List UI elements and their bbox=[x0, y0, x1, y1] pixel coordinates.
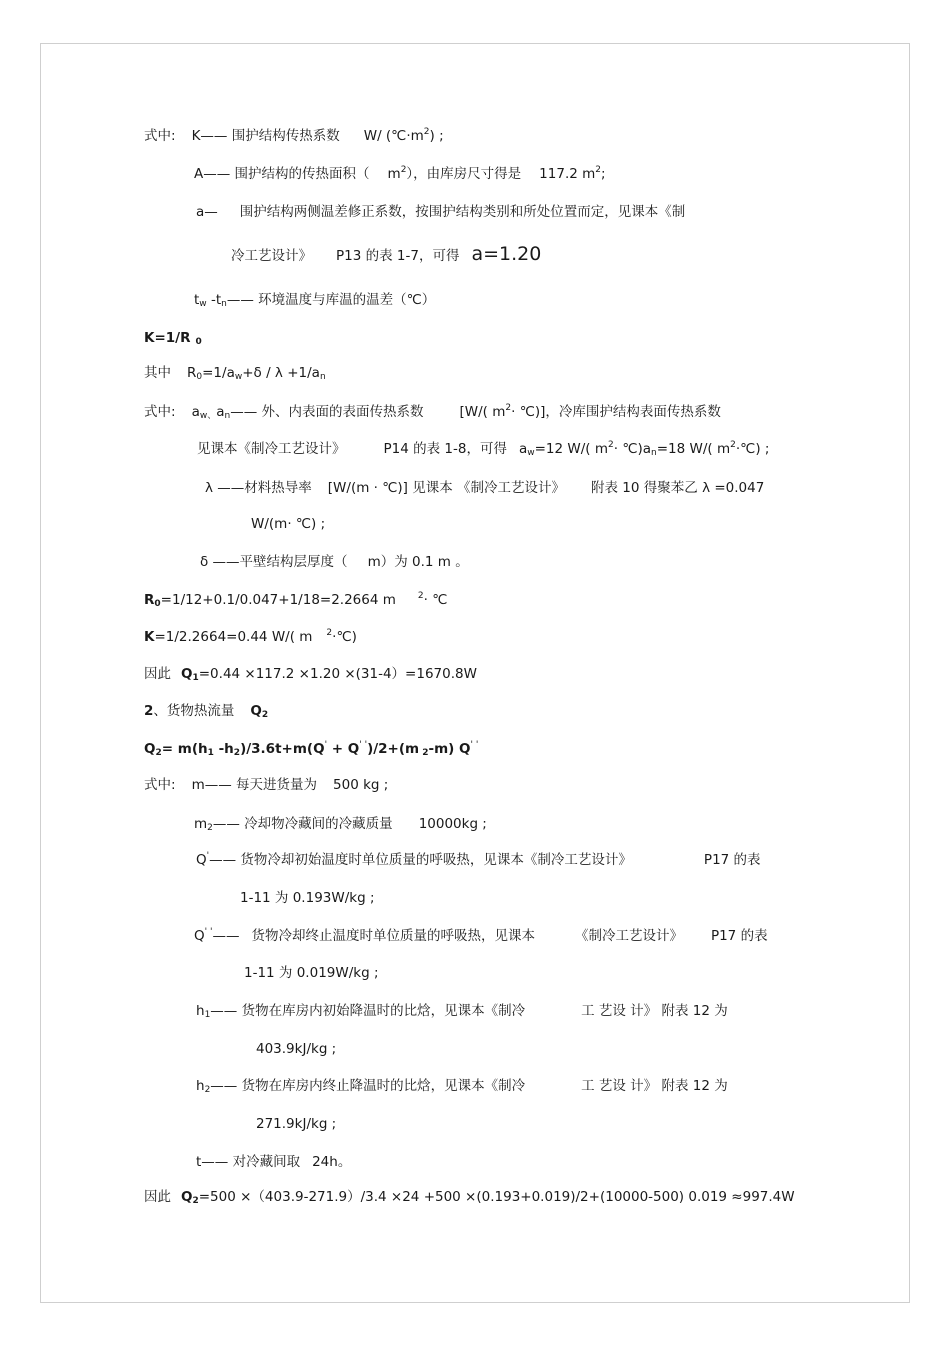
line-surface-values: 见课本《制冷工艺设计》 P14 的表 1-8，可得 $a_w=12$ W/( $m^2\cdot$ $℃)a_n=18$ W/( $m^2\cdot℃$) ; bbox=[197, 440, 770, 458]
line-h1-definition: $h_1——$ 货物在库房内初始降温时的比焓，见课本《制冷 工 艺设 计》 附表 12 为 bbox=[196, 1003, 728, 1020]
line-h1-value: 403.9kJ/kg ; bbox=[256, 1041, 337, 1057]
line-q-double-prime-value: 1-11 为 0.019W/kg ; bbox=[244, 965, 379, 981]
line-r0-formula: 其中 $R_0=1/a_w+\delta / \lambda +1/a_n$ bbox=[144, 365, 326, 382]
line-q-double-prime-definition: Q' '—— 货物冷却终止温度时单位质量的呼吸热，见课本 《制冷工艺设计》 P17 的表 bbox=[194, 927, 768, 944]
line-q-prime-value: 1-11 为 0.193W/kg ; bbox=[240, 890, 375, 906]
line-r0-result: $R_0=1/12+0.1/0.047+1/18=2.2664$ m $^2$· ℃ bbox=[144, 591, 448, 609]
line-k-result: K=1/2.2664=0.44 W/( m $^2$·℃) bbox=[144, 628, 357, 645]
line-lambda-unit: W/(m· ℃) ; bbox=[251, 516, 326, 532]
line-a-value: 冷工艺设计》 P13 的表 1-7，可得 a=1.20 bbox=[231, 243, 542, 265]
line-h2-value: 271.9kJ/kg ; bbox=[256, 1116, 337, 1132]
line-k-definition: 式中: K—— 围护结构传热系数 W/ $(℃\cdot m^2)$ ; bbox=[144, 127, 444, 144]
label-shizhong: 式中: bbox=[144, 128, 176, 144]
line-q-prime-definition: Q'—— 货物冷却初始温度时单位质量的呼吸热，见课本《制冷工艺设计》 P17 的表 bbox=[196, 851, 761, 868]
line-m2-definition: $m_2——$ 冷却物冷藏间的冷藏质量 10000kg ; bbox=[194, 816, 487, 833]
line-q1-result: 因此 $Q_1=0.44 \times 117.2 \times 1.20 \times(31-4)=1670.8W$ bbox=[144, 666, 477, 683]
line-a-area: A—— 围护结构的传热面积（ $m^2$），由库房尺寸得是 117.2 $m^2$; bbox=[194, 165, 606, 182]
line-t-definition: t—— 对冷藏间取 24h。 bbox=[196, 1154, 352, 1170]
line-a-correction: a— 围护结构两侧温差修正系数，按围护结构类别和所处位置而定，见课本《制 bbox=[196, 204, 686, 220]
section-heading-cargo-heat: 2、货物热流量 $Q_2$ bbox=[144, 703, 269, 720]
line-delta: δ ——平壁结构层厚度（ m）为 0.1 m 。 bbox=[200, 554, 469, 570]
line-k-formula: K=1/R $_0$ bbox=[144, 330, 202, 347]
line-temp-diff: $t_w$ $-t_n——$ 环境温度与库温的温差（℃） bbox=[194, 292, 436, 309]
line-h2-definition: $h_2——$ 货物在库房内终止降温时的比焓，见课本《制冷 工 艺设 计》 附表 12 为 bbox=[196, 1078, 728, 1095]
line-lambda: λ ——材料热导率 [W/(m · ℃)] 见课本 《制冷工艺设计》 附表 10 得聚苯乙 λ =0.047 bbox=[205, 480, 765, 496]
line-m-definition: 式中: m—— 每天进货量为 500 kg ; bbox=[144, 777, 389, 793]
line-surface-coefficient: 式中: $a_{w、}a_n——$ 外、内表面的表面传热系数 [W/( $m^2\cdot$ ℃)]，冷库围护结构表面传热系数 bbox=[144, 403, 721, 421]
line-q2-result: 因此 $Q_2=500 \times(403.9-271.9)/3.4 \times 24 +500 \times(0.193+0.019)/2+(10000-500)$ 0.019 ≈997.4W bbox=[144, 1189, 795, 1206]
line-q2-formula: $Q_2= m(h_1$ $-h_2)/3.6t+m(Q' + Q^{' '})/2+(m$ $_2$-m) Q' ' bbox=[144, 740, 479, 758]
